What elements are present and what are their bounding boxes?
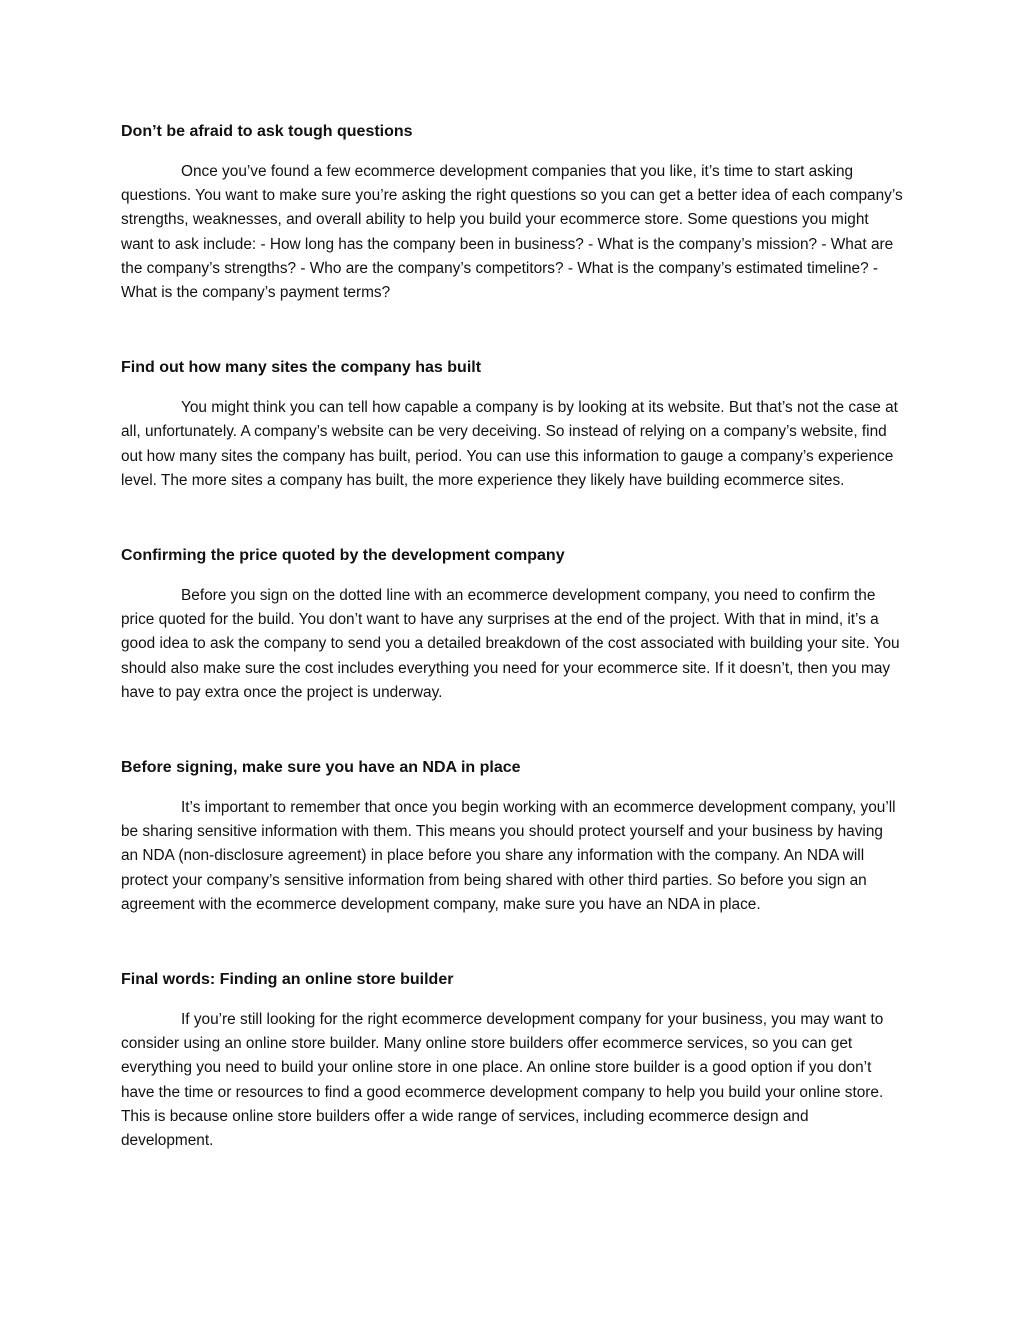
section-nda [121, 754, 904, 917]
section-paragraph: If you’re still looking for the right ecommerce development company for your business, you may want to consider using an online store builder. Many online store builders offer ecommerce services, so you can get everything you need to build your online store in one place. An online store builder is a good option if you don’t have the time or resources to find a good ecommerce development company to help you build your online store. This is because online store builders offer a wide range of services, including ecommerce design and development. [121, 1011, 884, 1150]
section-price-quoted [121, 542, 904, 705]
section-final-words [121, 966, 904, 1153]
section-paragraph: You might think you can tell how capable a company is by looking at its website. But that’s not the case at all, unfortunately. A company’s website can be very deceiving. So instead of relying on a company’s website, find out how many sites the company has built, period. You can use this information to gauge a company’s experience level. The more sites a company has built, the more experience they likely have building ecommerce sites. [121, 399, 898, 489]
section-tough-questions [121, 118, 904, 305]
section-paragraph: Once you’ve found a few ecommerce development companies that you like, it’s time to start asking questions. You want to make sure you’re asking the right questions so you can get a better idea of each company’s strengths, weaknesses, and overall ability to help you build your ecommerce store. Some questions you might want to ask include: - How long has the company been in business? - What is the company’s mission? - What are the company’s strengths? - Who are the company’s competitors? - What is the company’s estimated timeline? - What is the company’s payment terms? [121, 163, 903, 302]
section-heading: Final words: Finding an online store builder [121, 971, 454, 989]
document-page [121, 118, 904, 1153]
section-heading: Confirming the price quoted by the development company [121, 547, 565, 565]
section-paragraph: Before you sign on the dotted line with an ecommerce development company, you need to confirm the price quoted for the build. You don’t want to have any surprises at the end of the project. With that in mind, it’s a good idea to ask the company to send you a detailed breakdown of the cost associated with building your site. You should also make sure the cost includes everything you need for your ecommerce site. If it doesn’t, then you may have to pay extra once the project is underway. [121, 587, 900, 701]
section-heading: Find out how many sites the company has built [121, 359, 482, 377]
section-sites-built [121, 354, 904, 493]
section-heading: Don’t be afraid to ask tough questions [121, 123, 413, 140]
section-heading: Before signing, make sure you have an NDA in place [121, 759, 521, 777]
section-paragraph: It’s important to remember that once you begin working with an ecommerce development company, you’ll be sharing sensitive information with them. This means you should protect yourself and your business by having an NDA (non-disclosure agreement) in place before you share any information with the company. An NDA will protect your company’s sensitive information from being shared with other third parties. So before you sign an agreement with the ecommerce development company, make sure you have an NDA in place. [121, 799, 896, 913]
